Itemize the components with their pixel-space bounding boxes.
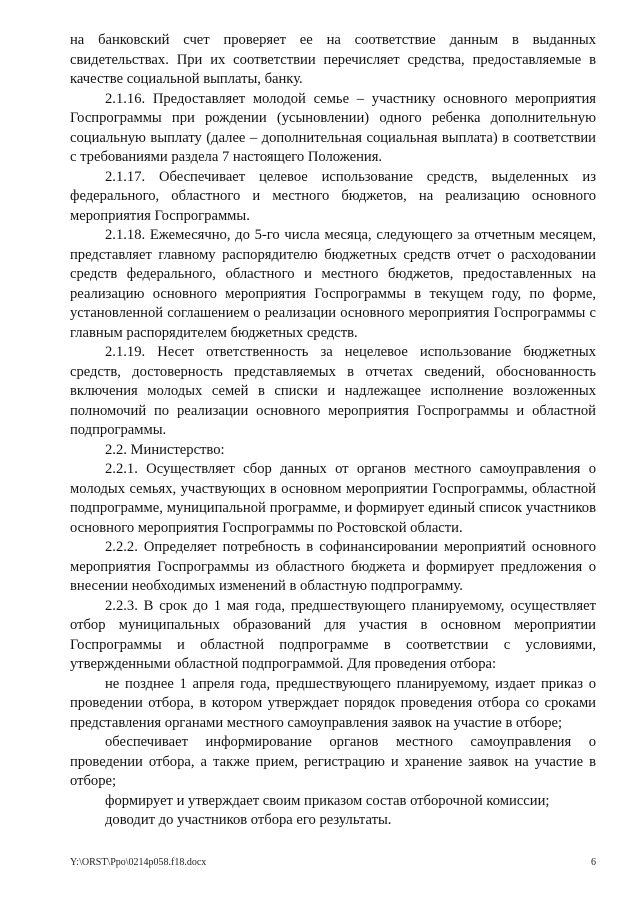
- paragraph-2-2-3: 2.2.3. В срок до 1 мая года, предшествующего планируемому, осуществляет отбор муниципальных образований для участия в основном мероприятии Госпрограммы и областной подпрограмме в соответствии с условиями, утвержденными областной подпрограммой. Для проведения отбора:: [70, 597, 596, 672]
- paragraph-2-2-1: 2.2.1. Осуществляет сбор данных от органов местного самоуправления о молодых семьях, участвующих в основном мероприятии Госпрограммы, областной подпрограмме, муниципальной программе, и формирует единый список участников основного мероприятия Госпрограммы по Ростовской области.: [70, 461, 596, 536]
- paragraph-2-1-19: 2.1.19. Несет ответственность за нецелевое использование бюджетных средств, достоверность представляемых в отчетах сведений, обоснованность включения молодых семей в списки и надлежащее исполнение возложенных полномочий по реализации основного мероприятия Госпрограммы и областной подпрограммы.: [70, 344, 596, 438]
- list-item-commission: формирует и утверждает своим приказом состав отборочной комиссии;: [105, 792, 550, 809]
- paragraph-2-1-16: 2.1.16. Предоставляет молодой семье – участнику основного мероприятия Госпрограммы при рождении (усыновлении) одного ребенка дополнительную социальную выплату (далее – дополнительная социальная выплата) в соответствии с требованиями раздела 7 настоящего Положения.: [70, 90, 596, 165]
- list-item-results: доводит до участников отбора его результаты.: [105, 812, 392, 828]
- paragraph-2-2-heading: 2.2. Министерство:: [105, 441, 225, 458]
- paragraph-continuation: на банковский счет проверяет ее на соответствие данным в выданных свидетельствах. При их соответствии перечисляет средства, предоставляемые в качестве социальной выплаты, банку.: [70, 32, 596, 87]
- list-item-informing: обеспечивает информирование органов местного самоуправления о проведении отбора, а также прием, регистрацию и хранение заявок на участие в отборе;: [70, 734, 596, 789]
- paragraph-2-1-17: 2.1.17. Обеспечивает целевое использование средств, выделенных из федерального, областного и местного бюджетов, на реализацию основного мероприятия Госпрограммы.: [70, 168, 596, 224]
- paragraph-2-2-2: 2.2.2. Определяет потребность в софинансировании мероприятий основного мероприятия Госпрограммы из областного бюджета и формирует предложения о внесении необходимых изменений в областную подпрограмму.: [70, 539, 596, 594]
- document-body: [70, 31, 596, 831]
- footer-file-path: Y:\ORST\Ppo\0214p058.f18.docx: [70, 857, 207, 868]
- paragraph-2-1-18: 2.1.18. Ежемесячно, до 5-го числа месяца, следующего за отчетным месяцем, представляет главному распорядителю бюджетных средств отчет о расходовании средств федерального, областного и местного бюджетов, предоставленных на реализацию основного мероприятия Госпрограммы в текущем году, по форме, установленной соглашением о реализации основного мероприятия Госпрограммы с главным распорядителем бюджетных средств.: [70, 227, 596, 341]
- page-footer: [70, 856, 596, 870]
- list-item-order-issue: не позднее 1 апреля года, предшествующего планируемому, издает приказ о проведении отбора, в котором утверждает порядок проведения отбора со сроками представления органами местного самоуправления заявок на участие в отборе;: [70, 675, 596, 731]
- page-number: 6: [591, 857, 596, 868]
